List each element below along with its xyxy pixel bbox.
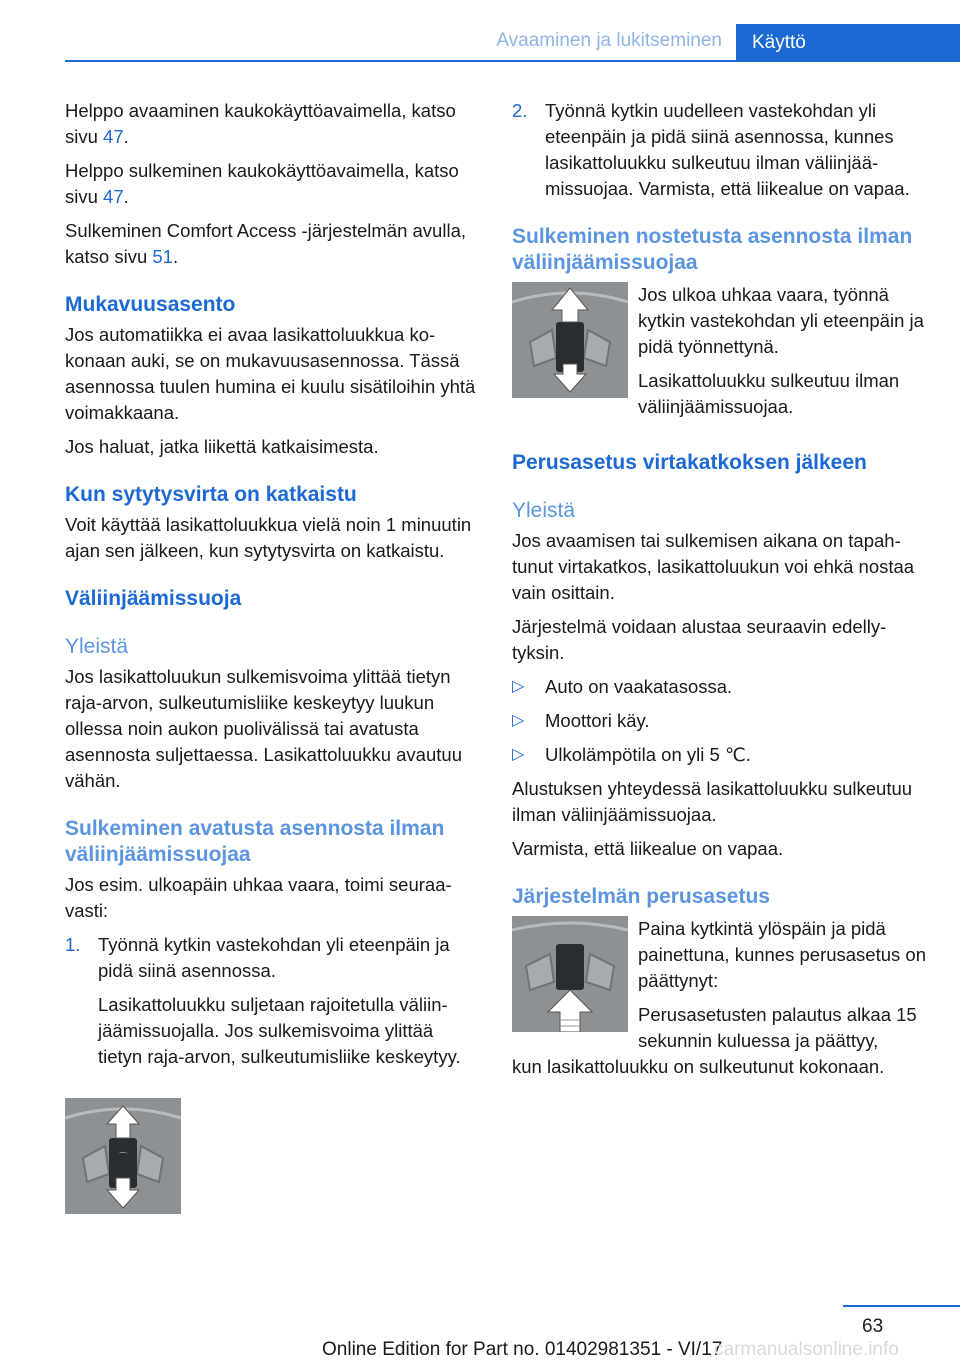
header-section-title: Avaaminen ja lukitseminen	[496, 30, 722, 51]
right-column	[512, 98, 928, 1088]
switch-push-pull-illustration	[65, 1098, 181, 1214]
step-2-number: 2.	[512, 100, 528, 121]
figure-row-nostetusta	[512, 282, 928, 428]
footer-rule	[843, 1305, 960, 1307]
paragraph-jarjestelman-2a: Perusasetusten palautus alkaa 15 sekunnin kuluessa ja päättyy,	[638, 1004, 917, 1051]
bullet-text: Auto on vaakatasossa.	[545, 676, 733, 697]
heading-mukavuusasento: Mukavuusasento	[65, 293, 236, 316]
subheading-sulkeminen-avatusta: Sulkeminen avatusta asennosta ilman väliinjäämissuojaa	[65, 817, 445, 866]
paragraph-alustus-2: Varmista, että liikealue on vapaa.	[512, 838, 784, 859]
header-chapter-label: Käyttö	[752, 32, 806, 53]
paragraph-jarjestelman-1: Paina kytkintä ylöspäin ja pidä painettuna, kunnes perusasetus on päättynyt:	[638, 918, 926, 991]
subheading-sulkeminen-nostetusta: Sulkeminen nostetusta asennosta ilman väliinjäämissuojaa	[512, 225, 913, 274]
bullet-item	[512, 674, 928, 700]
header-rule	[65, 60, 960, 62]
step-2-text: Työnnä kytkin uudelleen vastekohdan yli eteenpäin ja pidä siinä asennossa, kunnes lasikattoluukku sulkeutuu ilman väliinjäämissuojaa. Varmista, että liikealue on vapaa.	[545, 100, 910, 199]
heading-valiinjaamissuoja: Väliinjäämissuoja	[65, 587, 242, 610]
step-2	[512, 98, 928, 210]
paragraph-comfort-access: Sulkeminen Comfort Access -järjestelmän avulla, katso sivu 51.	[65, 220, 466, 267]
paragraph-nostetusta-2: Lasikattoluukku sulkeutuu ilman väliinjäämissuojaa.	[638, 370, 900, 417]
paragraph-sytytysvirta: Voit käyttää lasikattoluukkua vielä noin 1 minuutin ajan sen jälkeen, kun sytytysvirta on katkaistu.	[65, 514, 472, 561]
paragraph-alustus-1: Alustuksen yhteydessä lasikattoluukku sulkeutuu ilman väliinjäämissuojaa.	[512, 778, 913, 825]
step-1-text: Työnnä kytkin vastekohdan yli eteenpäin ja pidä siinä asennossa.	[98, 934, 450, 981]
paragraph-mukavuus-1: Jos automatiikka ei avaa lasikattoluukkua kokonaan auki, se on mukavuusasennossa. Tässä asennossa tuulen humina ei kuulu sisätiloihin yhtä voimakkaana.	[65, 324, 476, 423]
paragraph-mukavuus-2: Jos haluat, jatka liikettä katkaisimesta.	[65, 436, 379, 457]
switch-press-up-illustration	[512, 916, 628, 1032]
bullet-item	[512, 708, 928, 734]
step-1-subtext: Lasikattoluukku suljetaan rajoitetulla väliinjäämissuojalla. Jos sulkemisvoima ylittää tietyn raja-arvon, sulkeutumisliike keskeytyy.	[98, 994, 461, 1067]
paragraph-yleista-right-1: Jos avaamisen tai sulkemisen aikana on tapahtunut virtakatkos, lasikattoluukun voi ehkä nostaa vain osittain.	[512, 530, 915, 603]
paragraph-nostetusta-1: Jos ulkoa uhkaa vaara, työnnä kytkin vastekohdan yli eteenpäin ja pidä työnnettynä.	[638, 284, 924, 357]
page-number: 63	[862, 1316, 884, 1337]
paragraph-easy-close: Helppo sulkeminen kaukokäyttöavaimella, katso sivu 47.	[65, 160, 459, 207]
left-column	[65, 98, 478, 1214]
figure-row-jarjestelman	[512, 916, 928, 1054]
subheading-yleista-right: Yleistä	[512, 499, 576, 522]
paragraph-yleista-left: Jos lasikattoluukun sulkemisvoima ylittää tietyn raja-arvon, sulkeutumisliike keskeytyy luukun ollessa noin aukon puolivälissä tai avatusta asennosta suljettaessa. Lasikattoluukku avautuu vähän.	[65, 666, 462, 791]
page-link-47[interactable]: 47	[103, 126, 124, 147]
watermark: carmanualsonline.info	[714, 1339, 899, 1360]
bullet-triangle-icon: ▷	[512, 678, 525, 695]
svg-text:⌒: ⌒	[118, 1153, 128, 1163]
switch-push-illustration	[512, 282, 628, 398]
paragraph-sulkeminen-intro: Jos esim. ulkoapäin uhkaa vaara, toimi seuraavasti:	[65, 874, 452, 921]
bullet-triangle-icon: ▷	[512, 712, 525, 729]
step-1-number: 1.	[65, 934, 81, 955]
page-link-47b[interactable]: 47	[103, 186, 124, 207]
paragraph-easy-open: Helppo avaaminen kaukokäyttöavaimella, katso sivu 47.	[65, 100, 456, 147]
bullet-item	[512, 742, 928, 768]
edition-note: Online Edition for Part no. 01402981351 - VI/17	[322, 1339, 723, 1360]
paragraph-yleista-right-2: Järjestelmä voidaan alustaa seuraavin edellytyksin.	[512, 616, 887, 663]
bullet-text: Ulkolämpötila on yli 5 ℃.	[545, 744, 751, 765]
page-link-51[interactable]: 51	[152, 246, 173, 267]
heading-perusasetus: Perusasetus virtakatkoksen jälkeen	[512, 451, 867, 474]
heading-sytytysvirta: Kun sytytysvirta on katkaistu	[65, 483, 357, 506]
subheading-jarjestelman-perusasetus: Järjestelmän perusasetus	[512, 885, 770, 908]
header-chapter-tab	[736, 24, 960, 62]
bullet-text: Moottori käy.	[545, 710, 650, 731]
step-1	[65, 932, 478, 1078]
paragraph-jarjestelman-2b: kun lasikattoluukku on sulkeutunut kokonaan.	[512, 1056, 885, 1077]
bullet-triangle-icon: ▷	[512, 746, 525, 763]
subheading-yleista-left: Yleistä	[65, 635, 129, 658]
